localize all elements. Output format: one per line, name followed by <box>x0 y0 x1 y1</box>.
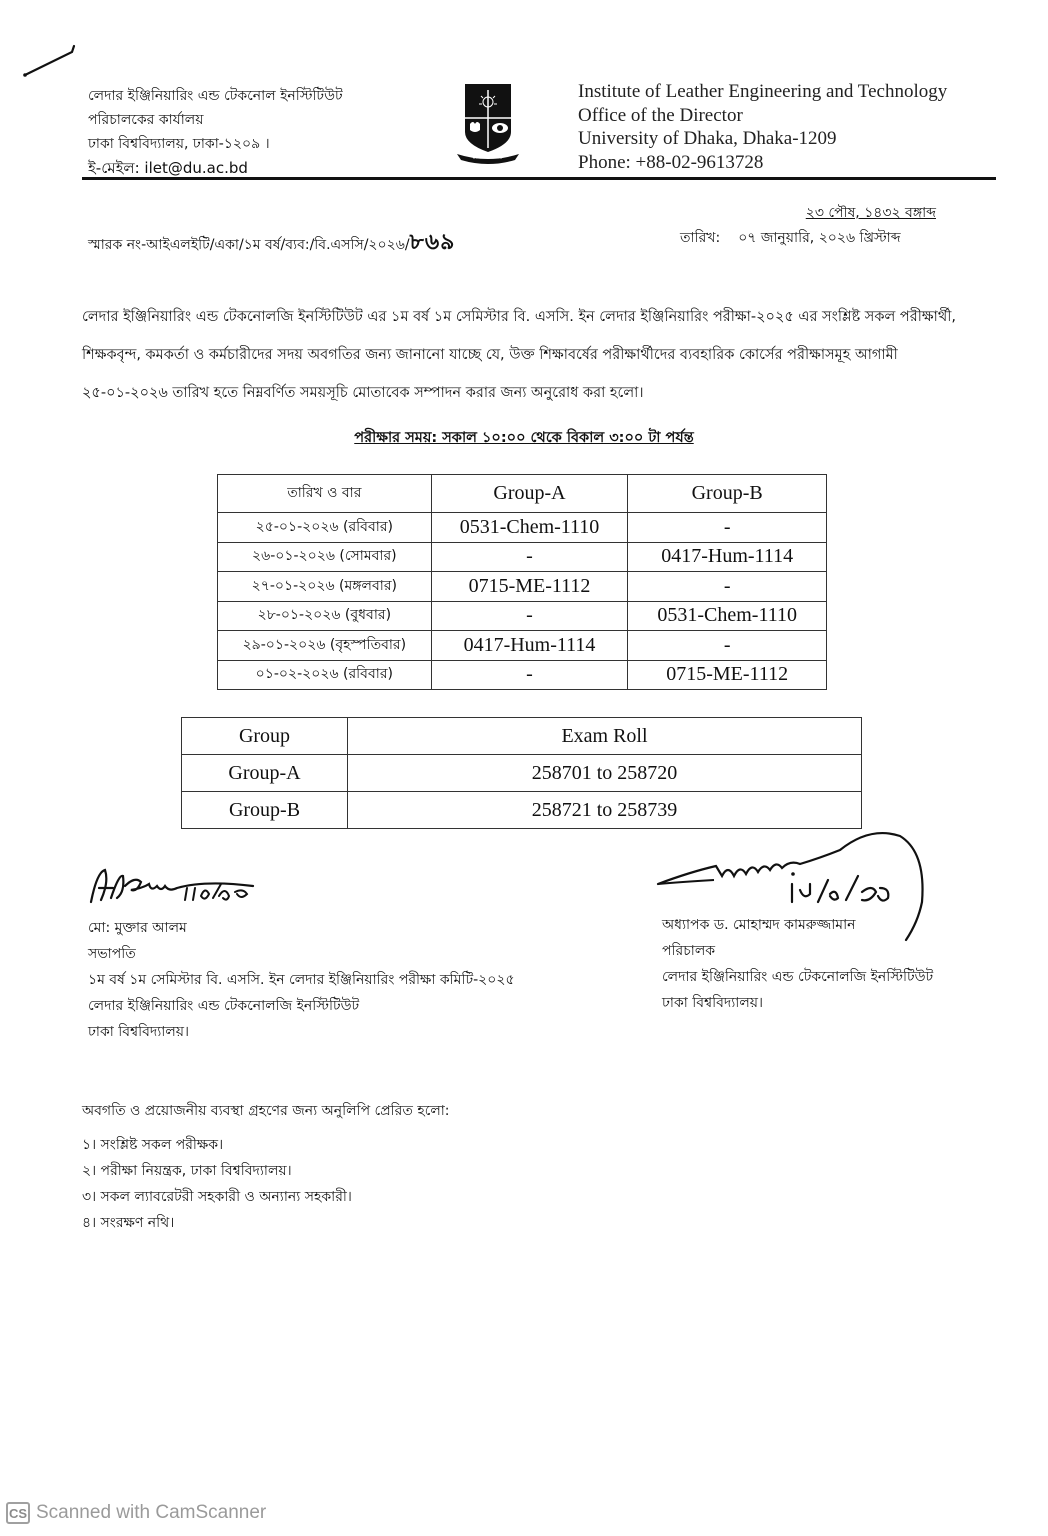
column-header-group-b: Group-B <box>628 475 827 513</box>
signature-left-icon <box>85 862 275 917</box>
right-signatory-name: অধ্যাপক ড. মোহাম্মদ কামরুজ্জামান <box>662 917 856 933</box>
table-row <box>182 755 862 792</box>
university-of-dhaka-crest-icon <box>455 82 521 164</box>
memo-reference <box>88 230 455 256</box>
date-gregorian: ০৭ জানুয়ারি, ২০২৬ খ্রিস্টাব্দ <box>738 229 901 246</box>
right-signatory-institute: লেদার ইঞ্জিনিয়ারিং এন্ড টেকনোলজি ইনস্টিটিউট <box>662 969 934 985</box>
exam-time-text: পরীক্ষার সময়: সকাল ১০:০০ থেকে বিকাল ৩:০০ টা পর্যন্ত <box>354 430 694 446</box>
cell-date: ২৯-০১-২০২৬ (বৃহস্পতিবার) <box>218 631 432 661</box>
date-label: তারিখ: <box>680 229 721 246</box>
right-signatory-block <box>662 912 933 1016</box>
distribution-item: ১। সংশ্লিষ্ট সকল পরীক্ষক। <box>82 1136 224 1153</box>
cell-group-a: - <box>431 660 628 690</box>
date-bangla-calendar: ২৩ পৌষ, ১৪৩২ বঙ্গাব্দ <box>805 205 936 221</box>
date-row <box>680 230 940 247</box>
distribution-item: ৩। সকল ল্যাবরেটরী সহকারী ও অন্যান্য সহকারী। <box>82 1188 352 1205</box>
left-signatory-title: সভাপতি <box>88 946 136 962</box>
cell-date: ২৭-০১-২০২৬ (মঙ্গলবার) <box>218 572 432 602</box>
cell-group: Group-B <box>182 792 348 829</box>
memo-ref-number: ৮৬৯ <box>409 230 456 255</box>
university-address-english: University of Dhaka, Dhaka-1209 <box>578 128 837 149</box>
university-address-bangla: ঢাকা বিশ্ববিদ্যালয়, ঢাকা-১২০৯ । <box>88 136 270 152</box>
cell-group-b: 0417-Hum-1114 <box>628 542 827 572</box>
left-signatory-committee: ১ম বর্ষ ১ম সেমিস্টার বি. এসসি. ইন লেদার ইঞ্জিনিয়ারিং পরীক্ষা কমিটি-২০২৫ <box>88 972 515 988</box>
right-signatory-university: ঢাকা বিশ্ববিদ্যালয়। <box>662 995 764 1011</box>
camscanner-watermark <box>6 1502 266 1524</box>
table-row <box>218 601 827 631</box>
column-header-date: তারিখ ও বার <box>218 475 432 513</box>
cell-roll-range: 258721 to 258739 <box>348 792 862 829</box>
watermark-text: Scanned with CamScanner <box>36 1502 267 1523</box>
cell-group-b: - <box>628 631 827 661</box>
header-english-address <box>578 80 947 174</box>
header-divider <box>82 177 996 180</box>
column-header-group-a: Group-A <box>431 475 628 513</box>
cell-group-b: 0715-ME-1112 <box>628 660 827 690</box>
table-row <box>218 660 827 690</box>
date-block <box>680 205 940 247</box>
right-signatory-title: পরিচালক <box>662 943 716 959</box>
left-signatory-block <box>88 915 515 1045</box>
table-header-row <box>182 718 862 755</box>
exam-time-heading <box>0 430 1048 447</box>
phone-line: Phone: +88-02-9613728 <box>578 151 764 173</box>
column-header-exam-roll: Exam Roll <box>348 718 862 755</box>
column-header-group: Group <box>182 718 348 755</box>
cell-group-a: - <box>431 601 628 631</box>
table-row <box>218 572 827 602</box>
pen-mark-icon <box>20 40 80 80</box>
cell-group-b: 0531-Chem-1110 <box>628 601 827 631</box>
office-name-english: Office of the Director <box>578 104 743 126</box>
notice-body: লেদার ইঞ্জিনিয়ারিং এন্ড টেকনোলজি ইনস্টিটিউট এর ১ম বর্ষ ১ম সেমিস্টার বি. এসসি. ইন লেদার ইঞ্জিনিয়ারিং পরীক্ষা-২০২৫ এর সংশ্লিষ্ট সকল পরীক্ষার্থী, শিক্ষকবৃন্দ, কমকর্তা ও কর্মচারীদের সদয় অবগতির জন্য জানানো যাচ্ছে যে, উক্ত শিক্ষাবর্ষের পরীক্ষার্থীদের ব্যবহারিক কোর্সের পরীক্ষাসমূহ আগামী ২৫-০১-২০২৬ তারিখ হতে নিম্নবর্ণিত সময়সূচি মোতাবেক সম্পাদন করার জন্য অনুরোধ করা হলো। <box>82 309 956 401</box>
table-row <box>218 631 827 661</box>
institute-name-bangla: লেদার ইঞ্জিনিয়ারিং এন্ড টেকনোল ইনস্টিটিউট <box>88 88 343 104</box>
left-signatory-name: মো: মুক্তার আলম <box>88 920 187 936</box>
email-line: ই-মেইল: ilet@du.ac.bd <box>88 159 248 177</box>
cell-date: ০১-০২-২০২৬ (রবিবার) <box>218 660 432 690</box>
cell-group-b: - <box>628 572 827 602</box>
table-row <box>218 513 827 543</box>
memo-ref-prefix: স্মারক নং-আইএলইটি/একা/১ম বর্ষ/ব্যব:/বি.এসসি/২০২৬/ <box>88 237 410 253</box>
institute-name-english: Institute of Leather Engineering and Technology <box>578 81 948 102</box>
exam-roll-table <box>181 717 862 829</box>
cell-roll-range: 258701 to 258720 <box>348 755 862 792</box>
cell-date: ২৬-০১-২০২৬ (সোমবার) <box>218 542 432 572</box>
cell-group-a: 0715-ME-1112 <box>431 572 628 602</box>
cell-group-a: 0417-Hum-1114 <box>431 631 628 661</box>
cell-group: Group-A <box>182 755 348 792</box>
left-signatory-institute: লেদার ইঞ্জিনিয়ারিং এন্ড টেকনোলজি ইনস্টিটিউট <box>88 998 360 1014</box>
cell-group-a: - <box>431 542 628 572</box>
left-signatory-university: ঢাকা বিশ্ববিদ্যালয়। <box>88 1024 190 1040</box>
table-row <box>218 542 827 572</box>
exam-schedule-table <box>217 474 827 690</box>
office-name-bangla: পরিচালকের কার্যালয় <box>88 112 204 128</box>
cell-group-b: - <box>628 513 827 543</box>
distribution-heading: অবগতি ও প্রয়োজনীয় ব্যবস্থা গ্রহণের জন্য অনুলিপি প্রেরিত হলো: <box>82 1103 450 1119</box>
distribution-list <box>82 1103 450 1236</box>
cell-date: ২৮-০১-২০২৬ (বুধবার) <box>218 601 432 631</box>
camscanner-logo-icon: CS <box>6 1502 30 1524</box>
distribution-item: ২। পরীক্ষা নিয়ন্ত্রক, ঢাকা বিশ্ববিদ্যালয়। <box>82 1162 292 1179</box>
header-bangla-address <box>88 84 343 180</box>
distribution-item: ৪। সংরক্ষণ নথি। <box>82 1214 175 1231</box>
cell-group-a: 0531-Chem-1110 <box>431 513 628 543</box>
table-header-row <box>218 475 827 513</box>
cell-date: ২৫-০১-২০২৬ (রবিবার) <box>218 513 432 543</box>
